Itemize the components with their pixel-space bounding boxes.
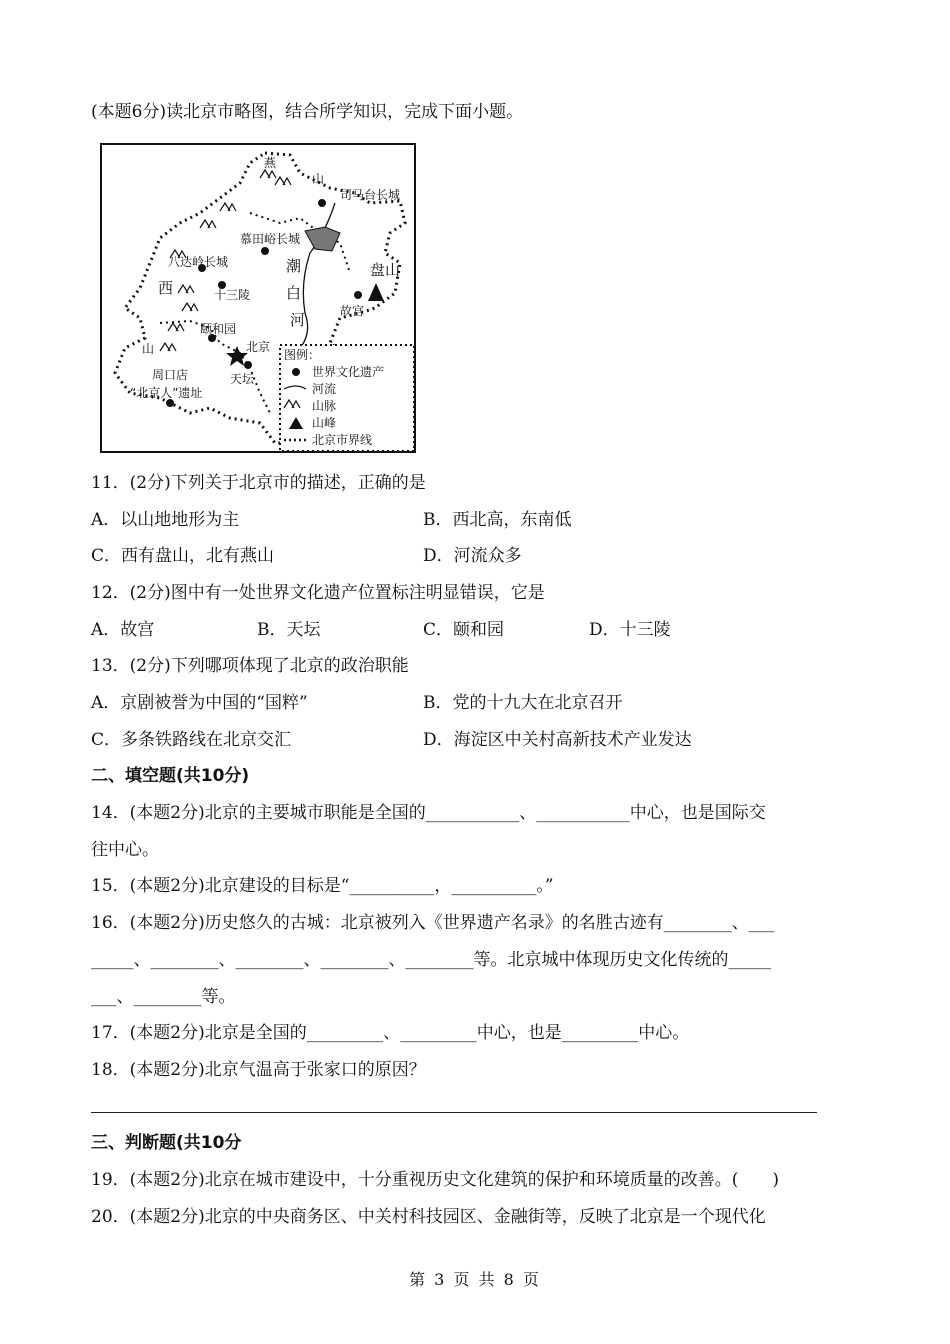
q14-line2: 往中心。 — [91, 840, 159, 860]
svg-text:北京: 北京 — [246, 340, 271, 354]
svg-text:天坛: 天坛 — [230, 372, 255, 386]
svg-text:司马台长城: 司马台长城 — [340, 188, 401, 202]
map-legend — [280, 345, 414, 451]
section-judgement-heading: 三、判断题(共10分 — [91, 1133, 242, 1153]
q11-option-a[interactable]: A．以山地地形为主 — [91, 510, 240, 530]
q11-stem: 11．(2分)下列关于北京市的描述，正确的是 — [91, 473, 426, 493]
svg-text:“北京人”遗址: “北京人”遗址 — [130, 386, 203, 400]
q12-option-d[interactable]: D．十三陵 — [589, 620, 671, 640]
svg-text:山峰: 山峰 — [312, 416, 337, 430]
svg-text:图例：: 图例： — [284, 348, 321, 362]
svg-text:慕田峪长城: 慕田峪长城 — [240, 232, 301, 246]
svg-text:北京市界线: 北京市界线 — [312, 433, 373, 447]
q11-option-d[interactable]: D．河流众多 — [423, 546, 522, 566]
q14-line1: 14．(本题2分)北京的主要城市职能是全国的___________、___________中心，也是国际交 — [91, 803, 766, 823]
q20: 20．(本题2分)北京的中央商务区、中关村科技园区、金融街等，反映了北京是一个现代化 — [91, 1207, 766, 1227]
svg-text:十三陵: 十三陵 — [214, 288, 251, 302]
svg-text:河: 河 — [290, 311, 306, 329]
svg-text:山脉: 山脉 — [312, 399, 337, 413]
q13-option-a[interactable]: A．京剧被誉为中国的“国粹” — [91, 693, 308, 713]
q12-option-a[interactable]: A．故宫 — [91, 620, 155, 640]
q16-line2: _____、________、________、________、________等。北京城中体现历史文化传统的_____ — [91, 950, 771, 970]
svg-text:燕: 燕 — [264, 156, 277, 170]
beijing-map — [100, 143, 416, 453]
q19: 19．(本题2分)北京在城市建设中，十分重视历史文化建筑的保护和环境质量的改善。( ) — [91, 1170, 779, 1190]
q12-option-b[interactable]: B．天坛 — [257, 620, 321, 640]
svg-text:故宫: 故宫 — [340, 304, 365, 318]
q11-option-b[interactable]: B．西北高，东南低 — [423, 510, 572, 530]
svg-text:颐和园: 颐和园 — [200, 322, 237, 336]
svg-text:山: 山 — [312, 172, 325, 186]
svg-text:周口店: 周口店 — [152, 368, 189, 382]
q13-stem: 13．(2分)下列哪项体现了北京的政治职能 — [91, 656, 409, 676]
q13-option-d[interactable]: D．海淀区中关村高新技术产业发达 — [423, 730, 692, 750]
svg-text:山: 山 — [142, 342, 155, 356]
q12-stem: 12．(2分)图中有一处世界文化遗产位置标注明显错误，它是 — [91, 583, 545, 603]
svg-text:河流: 河流 — [312, 382, 337, 396]
svg-text:西: 西 — [158, 279, 174, 297]
q11-option-c[interactable]: C．西有盘山，北有燕山 — [91, 546, 275, 566]
q16-line3: ___、________等。 — [91, 987, 236, 1007]
q13-option-c[interactable]: C．多条铁路线在北京交汇 — [91, 730, 292, 750]
svg-text:白: 白 — [286, 284, 302, 302]
section-fill-blank-heading: 二、填空题(共10分) — [91, 766, 250, 786]
q12-option-c[interactable]: C．颐和园 — [423, 620, 505, 640]
svg-text:潮: 潮 — [286, 257, 302, 275]
question-intro: (本题6分)读北京市略图，结合所学知识，完成下面小题。 — [91, 102, 524, 122]
svg-text:世界文化遗产: 世界文化遗产 — [312, 365, 385, 379]
page-footer: 第 3 页 共 8 页 — [409, 1270, 541, 1289]
svg-text:八达岭长城: 八达岭长城 — [168, 255, 229, 269]
q18-answer-line[interactable] — [91, 1112, 817, 1113]
q13-option-b[interactable]: B．党的十九大在北京召开 — [423, 693, 623, 713]
q15: 15．(本题2分)北京建设的目标是“__________，__________。” — [91, 876, 554, 896]
q18: 18．(本题2分)北京气温高于张家口的原因？ — [91, 1060, 426, 1080]
q17: 17．(本题2分)北京是全国的_________、_________中心，也是_________中心。 — [91, 1023, 690, 1043]
q16-line1: 16．(本题2分)历史悠久的古城：北京被列入《世界遗产名录》的名胜古迹有________、___ — [91, 913, 775, 933]
svg-text:盘山: 盘山 — [370, 261, 401, 279]
